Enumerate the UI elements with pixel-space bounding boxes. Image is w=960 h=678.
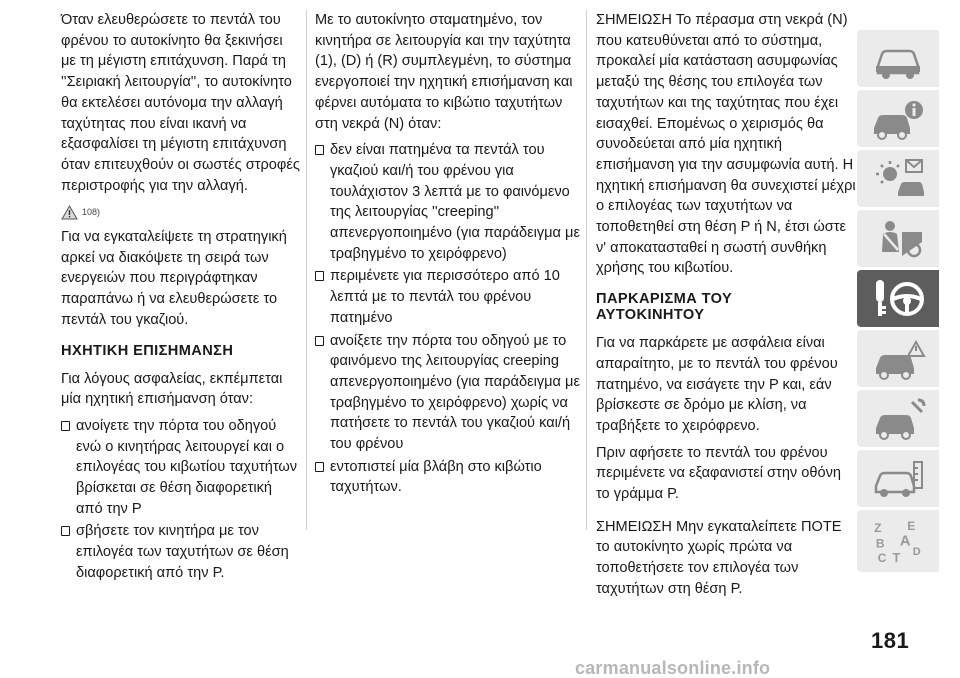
tab-maintenance[interactable] <box>857 390 939 447</box>
index-letter: A <box>899 533 911 550</box>
car-specs-icon <box>868 456 928 502</box>
key-steering-wheel-icon <box>868 276 928 322</box>
alphabetical-index-icon <box>868 518 928 564</box>
list-item-text: σβήσετε τον κινητήρα με τον επιλογέα των ταχυτήτων σε θέση διαφορετική από την P. <box>76 523 289 581</box>
list-item <box>315 457 580 498</box>
lead-paragraph: Για λόγους ασφαλείας, εκπέμπεται μία ηχητική επισήμανση όταν: <box>61 370 283 408</box>
watermark: carmanualsonline.info <box>575 658 771 678</box>
index-letter: C <box>877 551 887 564</box>
list-item <box>61 416 301 520</box>
index-letter: E <box>907 518 916 533</box>
car-maintenance-icon <box>868 396 928 442</box>
seatbelt-safety-icon <box>868 216 928 262</box>
column-divider <box>306 10 307 530</box>
intro-paragraph: Όταν ελευθερώσετε το πεντάλ του φρένου το αυτοκίνητο θα ξεκινήσει με τη μέγιστη επιτάχυνση. Παρά τη ''Σειριακή λειτουργία'', το αυτοκίνητο θα εκτελέσει αυτόνομα την αλλαγή ταχύτητας που είναι ικανή να εξασφαλίσει τη μέγιστη επιτάχυνση όταν επιτευχθούν οι σωστές στροφές περιστροφής για την αλλαγή. <box>61 12 300 194</box>
text-column-1 <box>61 10 301 588</box>
index-letter: B <box>875 536 885 551</box>
list-item-text: περιμένετε για περισσότερο από 10 λεπτά με το πεντάλ του φρένου πατημένο <box>330 268 560 326</box>
warning-triangle-icon <box>61 205 78 220</box>
list-item-text: δεν είναι πατημένα τα πεντάλ του γκαζιού και/ή του φρένου για τουλάχιστον 3 λεπτά με το φαινόμενο της λειτουργίας ''creeping'' απενεργοποιημένο (για παράδειγμα με τραβηγμένο το χειρόφρενο) <box>330 142 580 262</box>
section-heading-sound-warning: ΗΧΗΤΙΚΗ ΕΠΙΣΗΜΑΝΣΗ <box>61 342 234 359</box>
tab-dashboard[interactable] <box>857 30 939 87</box>
parking-paragraph: Για να παρκάρετε με ασφάλεια είναι απαραίτητο, με το πεντάλ του φρένου πατημένο, να εισάγετε την P και, εάν βρίσκεστε σε δρόμο με κλίση, να τραβήξετε το χειρόφρενο. <box>596 335 838 434</box>
section-heading-parking: ΠΑΡΚΑΡΙΣΜΑ ΤΟΥ ΑΥΤΟΚΙΝΗΤΟΥ <box>596 291 733 324</box>
list-item-text: ανοίξετε την πόρτα του οδηγού με το φαινόμενο της λειτουργίας creeping απενεργοποιημένο (για παράδειγμα με τραβηγμένο το χειρόφρενο) χωρίς να πατήσετε το πεντάλ του γκαζιού και/ή του φρένου <box>330 332 580 453</box>
tab-emergency[interactable] <box>857 330 939 387</box>
car-lights-icon <box>868 156 928 202</box>
note-paragraph: ΣΗΜΕΙΩΣΗ Το πέρασμα στη νεκρά (N) που κατευθύνεται από το σύστημα, προκαλεί μία κατάσταση ασυμφωνίας μεταξύ της θέσης του επιλογέα των ταχυτήτων και της ταχύτητας που έχει εισαχθεί. Επομένως ο χειρισμός θα συνοδεύεται από μία ηχητική επισήμανση για την ασυμφωνία αυτή. Η ηχητική επισήμανση θα συνεχιστεί μέχρι ο επιλογέας των ταχυτήτων να τοποθετηθεί στη θέση P ή N, έτσι ώστε ν' αποκατασταθεί η σωστή συνθήκη χρήσης του κιβωτίου. <box>596 12 856 277</box>
tab-safety[interactable] <box>857 210 939 267</box>
tab-specs[interactable] <box>857 450 939 507</box>
bullet-list <box>315 140 580 498</box>
index-letter: Z <box>874 520 882 535</box>
index-letter: D <box>912 545 921 558</box>
note-paragraph-2: ΣΗΜΕΙΩΣΗ Μην εγκαταλείπετε ΠΟΤΕ το αυτοκίνητο χωρίς πρώτα να τοποθετήσετε τον επιλογέα των ταχυτήτων στη θέση P. <box>596 518 842 597</box>
parking-paragraph-2: Πριν αφήσετε το πεντάλ του φρένου περιμένετε να εξαφανιστεί στην οθόνη το γράμμα P. <box>596 444 842 503</box>
warning-paragraph: Για να εγκαταλείψετε τη στρατηγική αρκεί να διακόψετε τη σειρά των ενεργειών που περιγράφτηκαν παραπάνω ή να ελευθερώσετε το πεντάλ του γκαζιού. <box>61 229 287 328</box>
chapter-tab-bar <box>857 30 939 575</box>
list-item <box>315 331 580 455</box>
page-number: 181 <box>871 628 910 653</box>
warning-reference <box>61 202 301 223</box>
checkbox-bullet-icon <box>61 421 70 431</box>
warning-ref-number: 108) <box>82 207 101 218</box>
list-item-text: ανοίγετε την πόρτα του οδηγού ενώ ο κινητήρας λειτουργεί και ο επιλογέας του κιβωτίου ταχυτήτων βρίσκεται σε θέση διαφορετική από την P <box>76 417 298 517</box>
list-item-text: εντοπιστεί μία βλάβη στο κιβώτιο ταχυτήτων. <box>330 458 542 496</box>
bullet-list <box>61 416 301 584</box>
checkbox-bullet-icon <box>315 145 324 155</box>
checkbox-bullet-icon <box>315 462 324 472</box>
index-letter: T <box>892 550 901 564</box>
car-emergency-icon <box>868 336 928 382</box>
text-column-3 <box>596 10 858 606</box>
list-item <box>315 140 580 264</box>
column-divider <box>586 10 587 530</box>
tab-lights[interactable] <box>857 150 939 207</box>
checkbox-bullet-icon <box>315 336 324 346</box>
car-info-icon <box>868 96 928 142</box>
car-dashboard-icon <box>868 36 928 82</box>
checkbox-bullet-icon <box>61 526 70 536</box>
list-item <box>315 266 580 328</box>
tab-info[interactable] <box>857 90 939 147</box>
lead-paragraph: Με το αυτοκίνητο σταματημένο, τον κινητήρα σε λειτουργία και την ταχύτητα (1), (D) ή (R) συμπλεγμένη, το σύστημα ενεργοποιεί την ηχητική επισήμανση και φέρνει αυτόματα το κιβώτιο ταχυτήτων στη νεκρά (N) όταν: <box>315 12 573 132</box>
list-item <box>61 521 301 583</box>
tab-starting-driving[interactable] <box>857 270 939 327</box>
tab-index[interactable] <box>857 510 939 572</box>
text-column-2 <box>315 10 580 502</box>
checkbox-bullet-icon <box>315 271 324 281</box>
